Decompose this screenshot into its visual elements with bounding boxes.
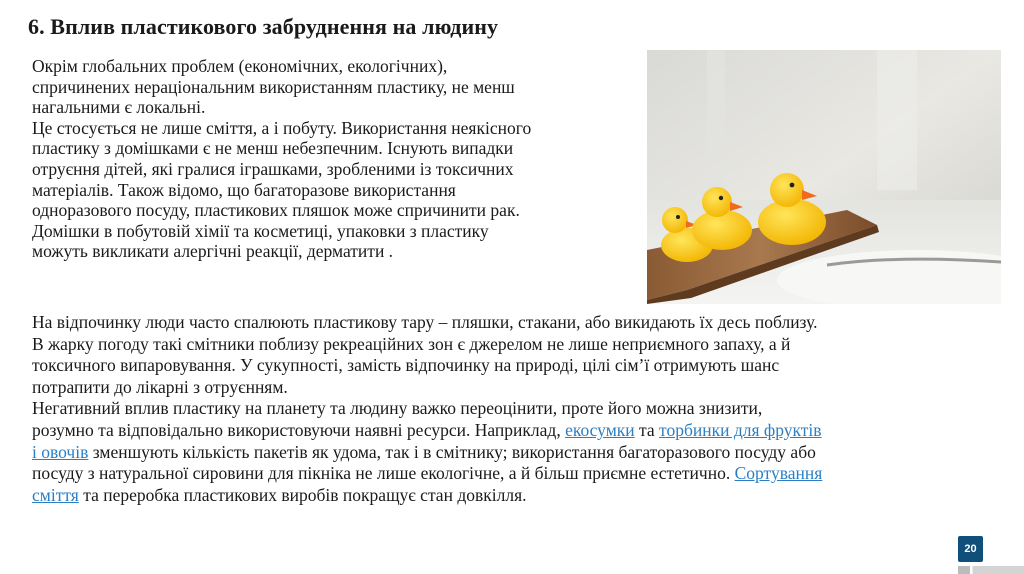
body-line: В жарку погоду такі смітники поблизу рекреаційних зон є джерелом не лише неприємного запаху, а й (32, 333, 791, 354)
intro-line: одноразового посуду, пластикових пляшок може спричинити рак. (32, 200, 520, 221)
intro-line: матеріалів. Також відомо, що багаторазове використання (32, 179, 456, 200)
intro-line: Домішки в побутовій хімії та косметиці, упаковки з пластику (32, 220, 489, 241)
rubber-ducks-photo (647, 50, 1001, 304)
intro-line: спричинених нераціональним використанням пластику, не менш (32, 76, 515, 97)
link-produce-bags-cont[interactable]: і овочів (32, 441, 89, 462)
body-line: потрапити до лікарні з отруєнням. (32, 376, 288, 397)
body-text: та (634, 419, 660, 440)
intro-line: Це стосується не лише сміття, а і побуту. Використання неякісного (32, 117, 532, 138)
slide-title: 6. Вплив пластикового забруднення на людину (28, 14, 499, 39)
body-line: токсичного випаровування. У сукупності, замість відпочинку на природі, цілі сім’ї отримують шанс (32, 355, 780, 376)
intro-line: можуть викликати алергічні реакції, дерматити . (32, 241, 394, 262)
body-text: посуду з натуральної сировини для пікніка не лише екологічне, а й більш приємне естетично. (32, 463, 735, 484)
intro-paragraph (32, 56, 652, 262)
link-ecobags[interactable]: екосумки (565, 419, 635, 440)
body-line: На відпочинку люди часто спалюють пластикову тару – пляшки, стакани, або викидають їх десь поблизу. (32, 312, 818, 332)
intro-line: отруєння дітей, які гралися іграшками, зробленими із токсичних (32, 158, 514, 179)
link-produce-bags[interactable]: торбинки для фруктів (659, 419, 822, 440)
body-line (32, 463, 1007, 485)
rubber-ducks-illustration (647, 50, 1001, 304)
body-line (32, 420, 1007, 442)
link-waste-sorting[interactable]: Сортування (734, 463, 823, 484)
corner-decoration (958, 566, 1024, 574)
body-line: Негативний вплив пластику на планету та людину важко переоцінити, проте його можна знизити, (32, 398, 763, 419)
body-line (32, 442, 1007, 464)
body-text: розумно та відповідально використовуючи наявні ресурси. Наприклад, (32, 419, 566, 440)
intro-line: нагальними є локальні. (32, 97, 206, 118)
body-line (32, 485, 1007, 507)
body-paragraphs (32, 312, 1007, 506)
intro-line: пластику з домішками є не менш небезпечним. Існують випадки (32, 138, 514, 159)
page-number-badge: 20 (958, 536, 983, 562)
link-waste-sorting-cont[interactable]: сміття (32, 484, 79, 505)
intro-line: Окрім глобальних проблем (економічних, екологічних), (32, 56, 448, 76)
body-text: та переробка пластикових виробів покращує стан довкілля. (78, 484, 527, 505)
body-text: зменшують кількість пакетів як удома, так і в смітнику; використання багаторазового посуду або (88, 441, 816, 462)
